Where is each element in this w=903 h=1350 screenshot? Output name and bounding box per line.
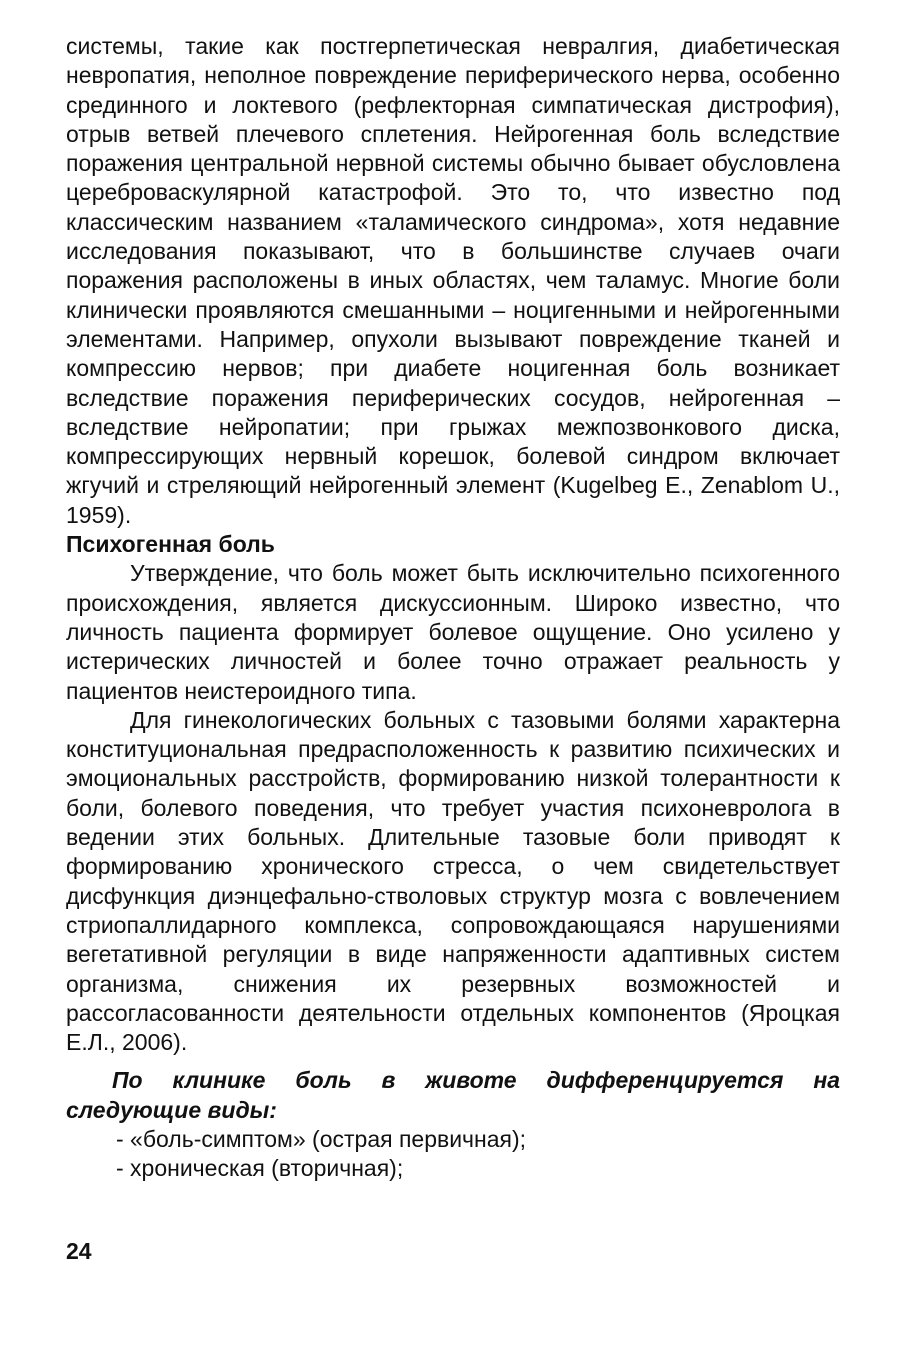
list-item: - хроническая (вторичная);	[116, 1155, 404, 1182]
list-item: - «боль-симптом» (острая первичная);	[116, 1125, 527, 1152]
book-page-text	[66, 32, 840, 1184]
page-number: 24	[66, 1238, 92, 1264]
paragraph-gynecological-patients: Для гинекологических больных с тазовыми болями характерна конституциональная предрасположенность к развитию психических и эмоциональных расстройств, формированию низкой толерантности к боли, болевого поведения, что требует участия психоневролога в ведении этих больных. Длительные тазовые боли приводят к формированию хронического стресса, о чем свидетельствует дисфункция диэнцефально-стволовых структур мозга с вовлечением стриопаллидарного комплекса, сопровождающаяся нарушениями вегетативной регуляции в виде напряженности адаптивных систем организма, снижения их резервных возможностей и рассогласованности деятельности отдельных компонентов (Яроцкая Е.Л., 2006).	[66, 706, 840, 1056]
pain-types-list	[66, 1125, 840, 1184]
paragraph-neurogenic-pain-continued: системы, такие как постгерпетическая невралгия, диабетическая невропатия, неполное повреждение периферического нерва, особенно срединного и локтевого (рефлекторная симпатическая дистрофия), отрыв ветвей плечевого сплетения. Нейрогенная боль вследствие поражения центральной нервной системы обычно бывает обусловлена цереброваскулярной катастрофой. Это то, что известно под классическим названием «таламического синдрома», хотя недавние исследования показывают, что в большинстве случаев очаги поражения расположены в иных областях, чем таламус. Многие боли клинически проявляются смешанными – ноцигенными и нейрогенными элементами. Например, опухоли вызывают повреждение тканей и компрессию нервов; при диабете ноцигенная боль возникает вследствие поражения периферических сосудов, нейрогенная – вследствие нейропатии; при грыжах межпозвонкового диска, компрессирующих нервный корешок, болевой синдром включает жгучий и стреляющий нейрогенный элемент (Kugelbeg E., Zenablom U., 1959).	[66, 33, 840, 528]
subheading-pain-classification: По клинике боль в животе дифференцируется на следующие виды:	[66, 1067, 840, 1123]
paragraph-psychogenic-claim: Утверждение, что боль может быть исключительно психогенного происхождения, является дискуссионным. Широко известно, что личность пациента формирует болевое ощущение. Оно усилено у истерических личностей и более точно отражает реальность у пациентов неистероидного типа.	[66, 560, 840, 704]
section-heading-psychogenic-pain: Психогенная боль	[66, 531, 275, 558]
